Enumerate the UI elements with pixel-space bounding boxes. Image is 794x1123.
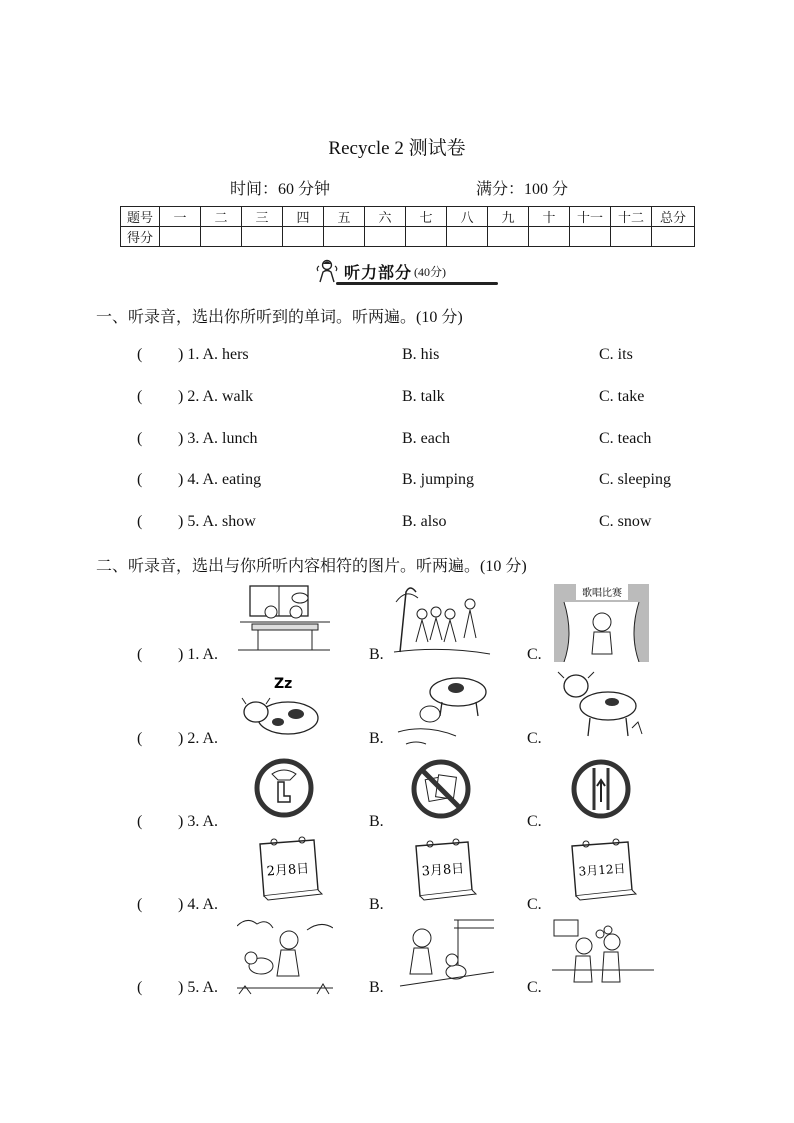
item-number-option-a: ) 3. A. (178, 813, 218, 830)
answer-bracket[interactable]: ( (137, 388, 143, 405)
option-b-label: B. (369, 813, 384, 830)
item-number-option-a: ) 4. A. eating (178, 471, 262, 488)
header-cell: 十 (529, 207, 570, 227)
score-cell[interactable] (283, 227, 324, 247)
score-cell[interactable] (611, 227, 652, 247)
score-cell[interactable] (529, 227, 570, 247)
option-c: C. take (599, 388, 645, 405)
calendar-mar-8-picture[interactable] (410, 836, 478, 902)
item-number-option-a: ) 1. A. hers (178, 346, 249, 363)
calendar-feb-8-picture[interactable] (254, 834, 324, 902)
score-cell[interactable] (242, 227, 283, 247)
page-title: Recycle 2 测试卷 (328, 138, 466, 159)
score-cell[interactable] (324, 227, 365, 247)
answer-bracket[interactable]: ( (137, 896, 143, 913)
score-cell[interactable] (447, 227, 488, 247)
hiking-group-picture[interactable] (392, 582, 492, 658)
header-cell: 二 (201, 207, 242, 227)
option-c: C. its (599, 346, 633, 363)
option-c: C. teach (599, 430, 652, 447)
no-littering-sign-icon[interactable] (254, 758, 314, 818)
part1-heading: 一、听录音，选出你所听到的单词。听两遍。(10 分) (96, 309, 463, 326)
kids-with-flowers-picture[interactable] (550, 916, 654, 992)
answer-bracket[interactable]: ( (137, 346, 143, 363)
option-b: B. talk (402, 388, 445, 405)
option-b: B. jumping (402, 471, 475, 488)
option-c-label: C. (527, 730, 542, 747)
header-cell: 一 (160, 207, 201, 227)
answer-bracket[interactable]: ( (137, 979, 143, 996)
option-c-label: C. (527, 813, 542, 830)
header-cell: 六 (365, 207, 406, 227)
one-way-arrow-sign-icon[interactable] (570, 758, 632, 820)
calendar-mar-12-picture[interactable] (566, 836, 638, 902)
standing-cow-picture[interactable] (556, 668, 646, 742)
answer-bracket[interactable]: ( (137, 430, 143, 447)
sign-text: 歌唱比赛 (582, 588, 622, 599)
header-cell: 题号 (121, 207, 160, 227)
item-number-option-a: ) 1. A. (178, 646, 218, 663)
item-number-option-a: ) 5. A. show (178, 513, 256, 530)
item-number-option-a: ) 5. A. (178, 979, 218, 996)
answer-bracket[interactable]: ( (137, 513, 143, 530)
score-cell[interactable] (406, 227, 447, 247)
option-c: C. snow (599, 513, 652, 530)
header-cell: 四 (283, 207, 324, 227)
boy-with-puppy-indoors-picture[interactable] (398, 916, 494, 992)
item-number-option-a: ) 2. A. (178, 730, 218, 747)
singing-contest-picture[interactable] (554, 584, 649, 662)
score-cell[interactable] (570, 227, 611, 247)
option-b: B. each (402, 430, 450, 447)
sleeping-cow-picture[interactable] (238, 670, 322, 742)
calendar-date-text: 3月8日 (421, 861, 465, 880)
option-b-label: B. (369, 730, 384, 747)
answer-bracket[interactable]: ( (137, 730, 143, 747)
option-b-label: B. (369, 646, 384, 663)
score-table-header-row (121, 207, 695, 227)
option-c-label: C. (527, 646, 542, 663)
header-cell: 七 (406, 207, 447, 227)
header-cell: 总分 (652, 207, 695, 227)
drinking-cow-picture[interactable] (396, 670, 492, 748)
answer-bracket[interactable]: ( (137, 646, 143, 663)
score-row-label: 得分 (121, 227, 160, 247)
item-number-option-a: ) 2. A. walk (178, 388, 254, 405)
full-score: 满分：100 分 (476, 181, 569, 198)
svg-text:Zz: Zz (274, 676, 293, 692)
calendar-date-text: 3月12日 (578, 861, 626, 879)
calendar-date-text: 2月8日 (266, 861, 310, 880)
header-cell: 五 (324, 207, 365, 227)
item-number-option-a: ) 3. A. lunch (178, 430, 258, 447)
item-number-option-a: ) 4. A. (178, 896, 218, 913)
option-c-label: C. (527, 896, 542, 913)
exam-time: 时间：60 分钟 (230, 181, 331, 198)
section-points: (40分) (414, 264, 447, 279)
score-cell[interactable] (652, 227, 695, 247)
header-cell: 十一 (570, 207, 611, 227)
section-banner (314, 258, 446, 284)
option-b-label: B. (369, 979, 384, 996)
part2-heading: 二、听录音，选出与你所听内容相符的图片。听两遍。(10 分) (96, 558, 527, 575)
header-cell: 八 (447, 207, 488, 227)
classroom-kids-picture[interactable] (236, 582, 332, 654)
option-b: B. his (402, 346, 440, 363)
score-cell[interactable] (201, 227, 242, 247)
no-pictures-sign-icon[interactable] (410, 758, 472, 820)
score-table-score-row (121, 227, 695, 247)
option-b-label: B. (369, 896, 384, 913)
option-b: B. also (402, 513, 447, 530)
header-cell: 三 (242, 207, 283, 227)
score-cell[interactable] (488, 227, 529, 247)
score-table (120, 206, 695, 247)
header-cell: 十二 (611, 207, 652, 227)
answer-bracket[interactable]: ( (137, 813, 143, 830)
boy-with-dog-outdoors-picture[interactable] (237, 916, 333, 996)
option-c-label: C. (527, 979, 542, 996)
header-cell: 九 (488, 207, 529, 227)
option-c: C. sleeping (599, 471, 671, 488)
answer-bracket[interactable]: ( (137, 471, 143, 488)
score-cell[interactable] (365, 227, 406, 247)
listening-figure-icon (314, 259, 340, 283)
section-title: 听力部分 (344, 262, 413, 282)
score-cell[interactable] (160, 227, 201, 247)
section-underline (336, 282, 498, 285)
